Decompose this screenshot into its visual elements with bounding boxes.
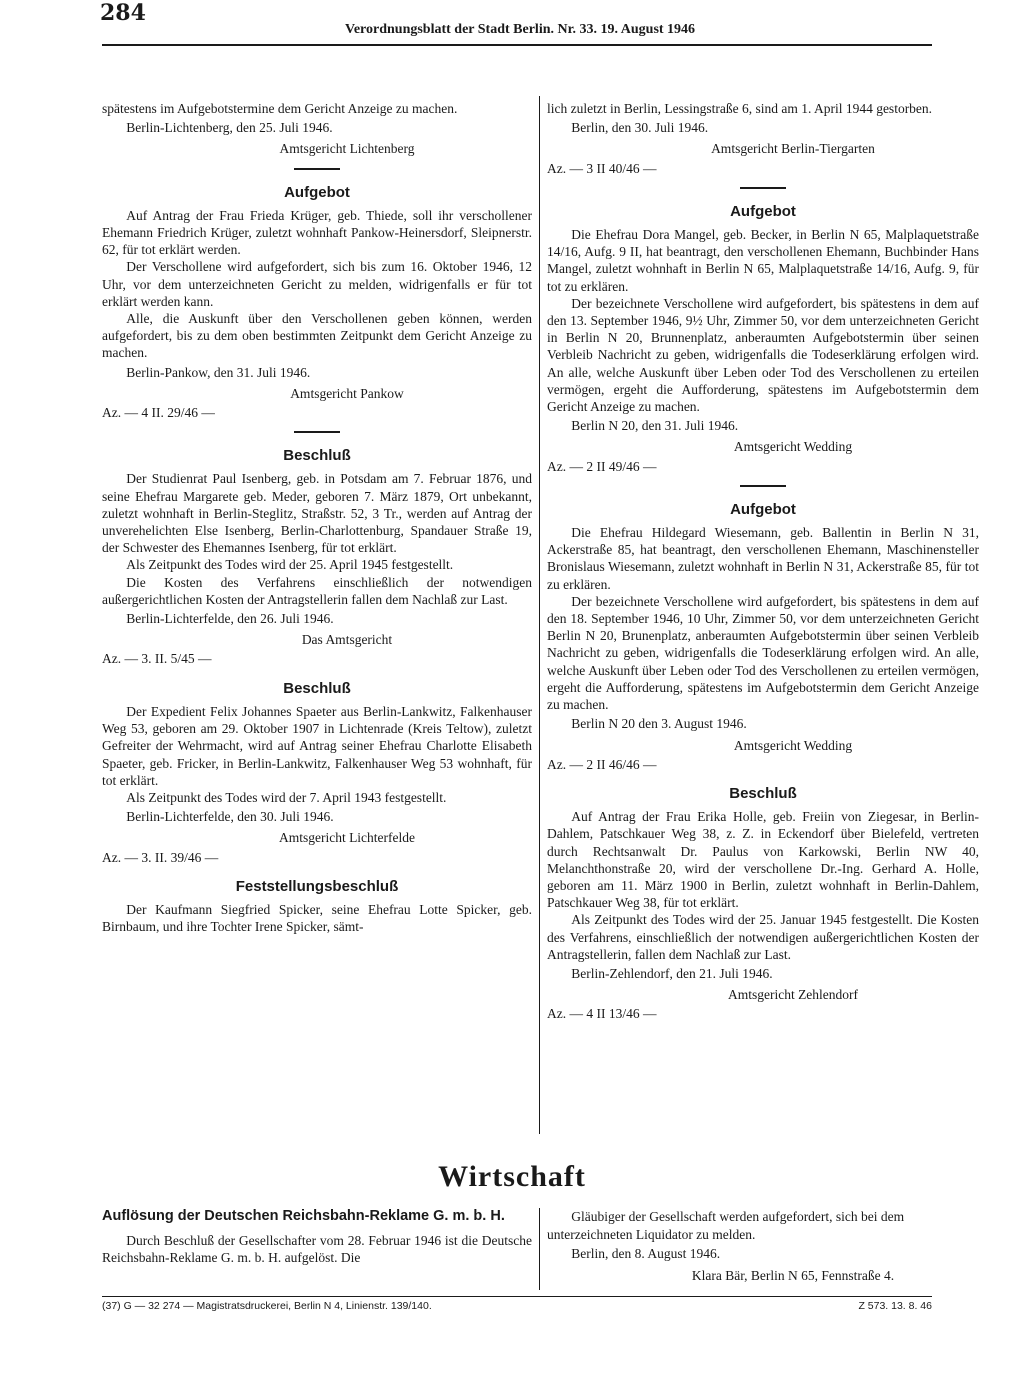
column-divider — [539, 1208, 540, 1290]
notice-date: Berlin N 20 den 3. August 1946. — [571, 716, 747, 732]
notice-court: Amtsgericht Wedding — [733, 439, 853, 455]
notice-date: Berlin, den 8. August 1946. — [571, 1246, 721, 1261]
notice-title: Beschluß — [729, 784, 797, 802]
printer-imprint: (37) G — 32 274 — Magistratsdruckerei, Berlin N 4, Linienstr. 139/140. — [102, 1300, 432, 1312]
separator — [740, 187, 786, 189]
notice-text: Als Zeitpunkt des Todes wird der 25. Januar 1945 festgestellt. Die Kosten des Verfahrens, einschließlich der notwendigen außergerichtlichen Kosten der Antragstellerin, fallen dem Nachlaß zur Last. — [547, 912, 979, 962]
notice-title: Beschluß — [283, 447, 351, 465]
notice-text: Die Ehefrau Hildegard Wiesemann, geb. Ballentin in Berlin N 31, Ackerstraße 85, hat beantragt, den verschollenen Ehemann, Maschinensteller Bronislaus Wiesemann, zuletzt wohnhaft in Berlin N 31, Ackerstraße 85, für tot zu erklären. — [547, 525, 979, 592]
separator — [294, 431, 340, 433]
notice-text: Der Kaufmann Siegfried Spicker, seine Ehefrau Lotte Spicker, geb. Birnbaum, und ihre Tochter Irene Spicker, sämt- — [102, 901, 532, 935]
notice-az: Az. — 3. II. 5/45 — — [102, 651, 212, 667]
notice-text: Alle, die Auskunft über den Verschollenen geben können, werden aufgefordert, bis zu dem oben bestimmten Zeitpunkt dem Gericht Anzeige zu machen. — [102, 311, 532, 361]
notice-date: Berlin-Lichtenberg, den 25. Juli 1946. — [126, 120, 333, 136]
notice-date: Berlin-Zehlendorf, den 21. Juli 1946. — [571, 965, 773, 981]
print-code: Z 573. 13. 8. 46 — [858, 1300, 932, 1312]
notice-court: Amtsgericht Wedding — [733, 737, 853, 753]
notice-text: Der bezeichnete Verschollene wird aufgefordert, bis spätestens in dem auf den 18. September 1946, 10 Uhr, Zimmer 50, vor dem unterzeichneten Gericht Berlin N 20, Brunenplatz, anberaumten Aufgebotstermin über seinen Verbleib Nachricht zu geben, widrigenfalls die Todeserklärung erfolgen wird. An alle, welche Auskunft über Leben oder Tod des Verschollenen zu erteilen vermögen, ergeht die Aufforderung, spätestens im Aufgebotstermin dem Gericht Anzeige zu machen. — [547, 593, 979, 713]
notice-court: Das Amtsgericht — [301, 632, 393, 648]
notice-az: Az. — 2 II 49/46 — — [547, 458, 657, 474]
notice-signature: Klara Bär, Berlin N 65, Fennstraße 4. — [691, 1267, 895, 1283]
wirtschaft-left — [102, 1208, 532, 1267]
notice-text: Die Kosten des Verfahrens einschließlich der notwendigen außergerichtlichen Kosten der Antragstellerin fallen dem Nachlaß zur Last. — [102, 574, 532, 607]
notice-text: Gläubiger der Gesellschaft werden aufgefordert, sich bei dem unterzeichneten Liquidator zu melden. — [547, 1209, 905, 1242]
notice-az: Az. — 4 II. 29/46 — — [102, 405, 215, 421]
notice-court: Amtsgericht Lichterfelde — [278, 830, 416, 846]
left-column — [102, 100, 532, 935]
separator — [740, 485, 786, 487]
notice-title: Feststellungsbeschluß — [235, 877, 399, 895]
header-rule — [102, 44, 932, 46]
notice-court: Amtsgericht Lichtenberg — [279, 141, 415, 157]
notice-text: Durch Beschluß der Gesellschafter vom 28. Februar 1946 ist die Deutsche Reichsbahn-Reklame G. m. b. H. aufgelöst. Die — [102, 1232, 532, 1265]
page-number: 284 — [100, 0, 146, 26]
notice-title: Aufgebot — [730, 500, 796, 518]
notice-title: Beschluß — [283, 679, 351, 697]
wirtschaft-right — [547, 1208, 979, 1286]
notice-date: Berlin-Lichterfelde, den 30. Juli 1946. — [126, 809, 334, 825]
notice-text: Der Verschollene wird aufgefordert, sich bis zum 16. Oktober 1946, 12 Uhr, vor dem unterzeichneten Gericht zu melden, widrigenfalls er für tot erklärt werden kann. — [102, 259, 532, 309]
notice-title: Aufgebot — [730, 202, 796, 220]
notice-text: Der Studienrat Paul Isenberg, geb. in Potsdam am 7. Februar 1876, und seine Ehefrau Margarete geb. Meder, geboren 7. März 1879, Ort unbekannt, zuletzt wohnhaft in Berlin-Steglitz, Straßstr. 52, 3 Tr., werden auf Antrag der unverehelichten Else Isenberg, Berlin-Charlottenburg, Spandauer Straße 19, der Schwester des Ehemannes Isenberg, für tot erklärt. — [102, 471, 532, 556]
notice-date: Berlin, den 30. Juli 1946. — [571, 120, 709, 136]
notice-title: Auflösung der Deutschen Reichsbahn-Reklame G. m. b. H. — [102, 1208, 505, 1224]
notice-date: Berlin-Lichterfelde, den 26. Juli 1946. — [126, 611, 334, 627]
notice-az: Az. — 3 II 40/46 — — [547, 160, 657, 176]
notice-text: lich zuletzt in Berlin, Lessingstraße 6, sind am 1. April 1944 gestorben. — [547, 101, 933, 116]
notice-az: Az. — 3. II. 39/46 — — [102, 849, 219, 865]
notice-title: Aufgebot — [284, 183, 350, 201]
notice-az: Az. — 2 II 46/46 — — [547, 756, 657, 772]
notice-az: Az. — 4 II 13/46 — — [547, 1006, 657, 1022]
right-column — [547, 100, 979, 1023]
section-title: Wirtschaft — [438, 1160, 586, 1193]
column-divider — [539, 96, 540, 1134]
running-head: Verordnungsblatt der Stadt Berlin. Nr. 33. 19. August 1946 — [345, 22, 696, 37]
notice-text: Der bezeichnete Verschollene wird aufgefordert, bis spätestens in dem auf den 13. September 1946, 9½ Uhr, Zimmer 50, vor dem unterzeichneten Gericht in Berlin N 20, Brunnenplatz, anberaumten Aufgebotstermin über seinen Verbleib Nachricht zu geben, widrigenfalls die Todeserklärung erfolgen wird. An alle, welche Auskunft über Leben oder Tod des Verschollenen zu erteilen vermögen, ergeht die Aufforderung, spätestens im Aufgebotstermin dem Gericht Anzeige zu machen. — [547, 295, 979, 415]
notice-text: spätestens im Aufgebotstermine dem Gericht Anzeige zu machen. — [102, 101, 458, 116]
notice-court: Amtsgericht Zehlendorf — [727, 987, 859, 1003]
notice-court: Amtsgericht Berlin-Tiergarten — [711, 141, 875, 157]
separator — [294, 168, 340, 170]
notice-text: Als Zeitpunkt des Todes wird der 7. April 1943 festgestellt. — [126, 789, 447, 805]
notice-text: Der Expedient Felix Johannes Spaeter aus Berlin-Lankwitz, Falkenhauser Weg 53, geboren am 29. Oktober 1907 in Lichtenrade (Kreis Teltow), zuletzt Gefreiter der Wehrmacht, wird auf Antrag seiner Ehefrau Charlotte Elisabeth Spaeter, geb. Fricker, in Berlin-Lankwitz, Falkenhauser Weg 53 wohnhaft, für tot erklärt. — [102, 703, 532, 788]
footer-rule — [102, 1296, 932, 1297]
notice-date: Berlin N 20, den 31. Juli 1946. — [571, 418, 739, 434]
notice-date: Berlin-Pankow, den 31. Juli 1946. — [126, 364, 311, 380]
notice-text: Auf Antrag der Frau Erika Holle, geb. Freiin von Ziegesar, in Berlin-Dahlem, Patschkauer Weg 38, z. Z. in Eckendorf über Bielefeld, vertreten durch Rechtsanwalt Dr. Paulus von Karkowski, Berlin NW 40, Melanchthonstraße 20, wird der verschollene Dr.-Ing. Gerhard A. Holle, geboren am 11. März 1900 in Berlin, zuletzt wohnhaft in Berlin-Dahlem, Patschkauer Weg 38, für tot erklärt. — [547, 809, 979, 911]
notice-court: Amtsgericht Pankow — [290, 385, 404, 401]
notice-text: Die Ehefrau Dora Mangel, geb. Becker, in Berlin N 65, Malplaquetstraße 14/16, Aufg. 9 II, hat beantragt, den verschollenen Ehemann, Buchbinder Hans Mangel, zuletzt wohnhaft in Berlin N 65, Malplaquetstraße 14/16, Aufg. 9, für tot zu erklären. — [547, 227, 979, 294]
notice-text: Auf Antrag der Frau Frieda Krüger, geb. Thiede, soll ihr verschollener Ehemann Friedrich Krüger, zuletzt wohnhaft Pankow-Heinersdorf, Sleipnerstr. 62, für tot erklärt werden. — [102, 207, 532, 258]
notice-text: Als Zeitpunkt des Todes wird der 25. April 1945 festgestellt. — [126, 557, 454, 573]
